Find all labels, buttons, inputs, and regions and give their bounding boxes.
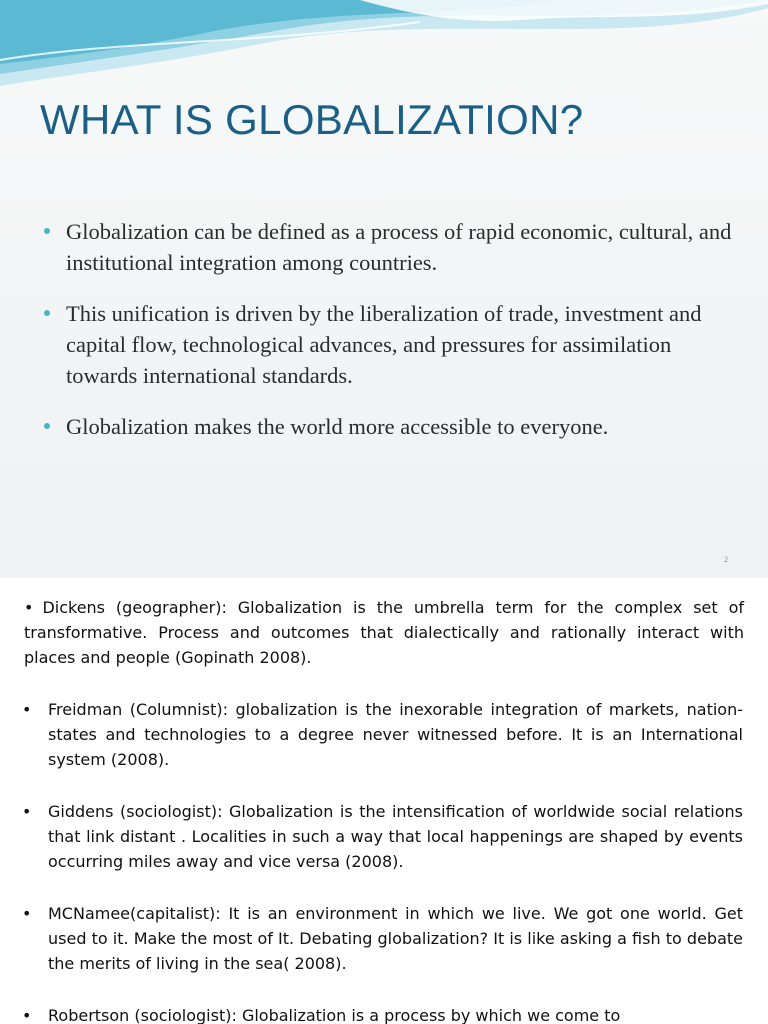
- definition-text: MCNamee(capitalist): It is an environment in which we live. We got one world. Get used to it. Make the most of It. Debating globalization? It is like asking a fish to debate the merits of living in the sea( 2008).: [48, 904, 743, 973]
- bullet-icon: •: [24, 598, 34, 617]
- definition-text: Dickens (geographer): Globalization is the umbrella term for the complex set of transformative. Process and outcomes that dialectically and rationally interact with places and people (Gopinath 2008).: [24, 598, 744, 667]
- slide-bullet-text: This unification is driven by the liberalization of trade, investment and capital flow, technological advances, and pressures for assimilation towards international standards.: [66, 301, 702, 388]
- bullet-icon: •: [22, 802, 32, 821]
- definition-text: Giddens (sociologist): Globalization is the intensification of worldwide social relations that link distant . Localities in such a way that local happenings are shaped by events occurring miles away and vice versa (2008).: [48, 802, 743, 871]
- slide-bullet: [44, 298, 744, 391]
- slide-bullet-text: Globalization makes the world more accessible to everyone.: [66, 414, 609, 439]
- slide-page-number: 2: [724, 555, 728, 564]
- document-body: [0, 578, 768, 1024]
- decorative-wave: [0, 0, 768, 100]
- slide-title: WHAT IS GLOBALIZATION?: [40, 96, 584, 143]
- bullet-dot-icon: [44, 228, 50, 234]
- definition-item: [22, 799, 743, 874]
- definition-item: [22, 697, 743, 772]
- slide-bullet: [44, 216, 744, 278]
- bullet-dot-icon: [44, 423, 50, 429]
- definition-item: [24, 595, 744, 670]
- slide-bullet-text: Globalization can be defined as a process of rapid economic, cultural, and institutional integration among countries.: [66, 219, 732, 275]
- definition-text: Robertson (sociologist): Globalization is a process by which we come to: [48, 1006, 621, 1024]
- bullet-icon: •: [22, 1006, 32, 1024]
- bullet-dot-icon: [44, 310, 50, 316]
- slide-bullet-list: [44, 216, 744, 462]
- bullet-icon: •: [22, 700, 32, 719]
- definition-item: [22, 901, 743, 976]
- definition-text: Freidman (Columnist): globalization is the inexorable integration of markets, nation-states and technologies to a degree never witnessed before. It is an International system (2008).: [48, 700, 743, 769]
- slide-bullet: [44, 411, 744, 442]
- bullet-icon: •: [22, 904, 32, 923]
- definition-item: [22, 1003, 743, 1024]
